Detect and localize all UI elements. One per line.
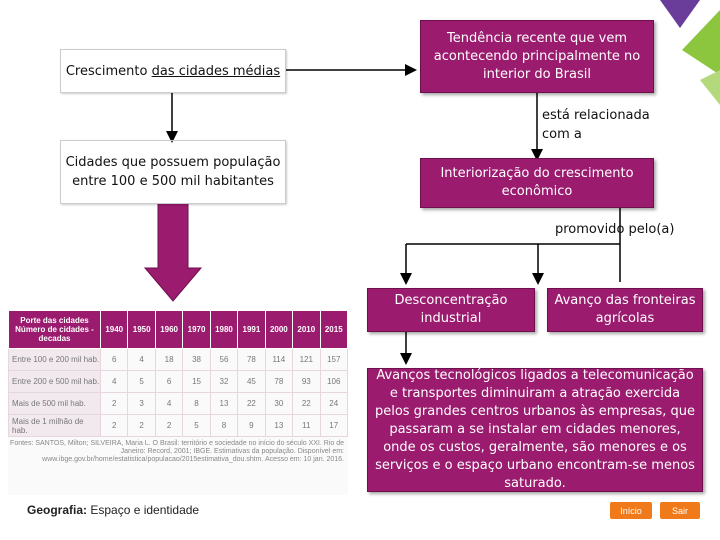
table-cell: 6 [155,371,182,393]
year-header: 1991 [238,311,265,349]
footer-title [27,503,199,517]
node-interiorizacao: Interiorização do crescimento econômico [420,158,654,208]
table-cell: 22 [238,393,265,415]
table-cell: 114 [265,349,292,371]
big-down-arrow-icon [143,203,203,303]
year-header: 2015 [320,311,348,349]
table-cell: 15 [183,371,210,393]
table-cell: 30 [265,393,292,415]
table-cell: 2 [101,393,128,415]
table-cell: 18 [155,349,182,371]
table-cell: 45 [238,371,265,393]
node-tendencia: Tendência recente que vem acontecendo principalmente no interior do Brasil [420,20,654,93]
year-header: 2010 [293,311,320,349]
footer-book-title: Espaço e identidade [87,503,200,517]
table-cell: 2 [101,415,128,437]
table-cell: 8 [183,393,210,415]
table-cell: 2 [155,415,182,437]
table-cell: 13 [265,415,292,437]
node-crescimento [60,49,286,93]
table-cell: 78 [238,349,265,371]
table-cell: 4 [155,393,182,415]
year-header: 1960 [155,311,182,349]
year-header: 1940 [101,311,128,349]
table-cell: 78 [265,371,292,393]
table-cell: 13 [210,393,237,415]
table-cell: 4 [128,349,155,371]
city-size-table [8,310,348,495]
table-cell: 56 [210,349,237,371]
table-cell: 22 [293,393,320,415]
node-cidades: Cidades que possuem população entre 100 e 500 mil habitantes [60,140,286,204]
row-label: Entre 200 e 500 mil hab. [9,371,101,393]
table-cell: 3 [128,393,155,415]
table-cell: 8 [210,415,237,437]
node-avanco: Avanço das fronteiras agrícolas [547,288,703,332]
year-header: 1980 [210,311,237,349]
table-cell: 32 [210,371,237,393]
table-cell: 6 [101,349,128,371]
table-cell: 157 [320,349,348,371]
node-crescimento-prefix: Crescimento [65,63,152,79]
node-desconcentracao: Desconcentração industrial [367,288,535,332]
table-cell: 121 [293,349,320,371]
row-label: Entre 100 e 200 mil hab. [9,349,101,371]
inicio-button[interactable]: Início [610,502,652,519]
table-cell: 9 [238,415,265,437]
table-cell: 5 [183,415,210,437]
table-cell: 17 [320,415,348,437]
year-header: 1950 [128,311,155,349]
year-header: 2000 [265,311,292,349]
table-cell: 4 [101,371,128,393]
table-source: Fontes: SANTOS, Milton; SILVEIRA, Maria L. O Brasil: território e sociedade no início do século XXI. Rio de Janeiro: Record, 2001; IBGE. Estimativas da população. Disponível em: www.ibge.gov.br/home/estatistica/populacao/2015estimativa_dou.shtm. Acesso em: 10 jan. 2016. [10,440,344,463]
table-row [9,393,348,415]
table-cell: 24 [320,393,348,415]
node-crescimento-underlined: das cidades médias [151,63,281,79]
sair-button[interactable]: Sair [660,502,700,519]
table-cell: 38 [183,349,210,371]
table-cell: 106 [320,371,348,393]
year-header: 1970 [183,311,210,349]
node-avancos-tecnologicos: Avanços tecnológicos ligados a telecomunicação e transportes diminuiram a atração exercida pelos grandes centros urbanos às empresas, que passaram a se instalar em cidades menores, onde os custos, geralmente, são menores e os serviços e o espaço urbano encontram-se menos saturado. [367,368,703,492]
table-header-label: Porte das cidades Número de cidades - decadas [9,311,101,349]
table-cell: 11 [293,415,320,437]
table-header-row [9,311,348,349]
table-row [9,415,348,437]
row-label: Mais de 1 milhão de hab. [9,415,101,437]
link-promovido: promovido pelo(a) [555,222,675,237]
table-cell: 2 [128,415,155,437]
row-label: Mais de 500 mil hab. [9,393,101,415]
table-cell: 93 [293,371,320,393]
table-row [9,349,348,371]
table-row [9,371,348,393]
table-cell: 5 [128,371,155,393]
footer-subject: Geografia: [27,503,88,517]
link-relacionada: está relacionada com a [542,108,650,142]
